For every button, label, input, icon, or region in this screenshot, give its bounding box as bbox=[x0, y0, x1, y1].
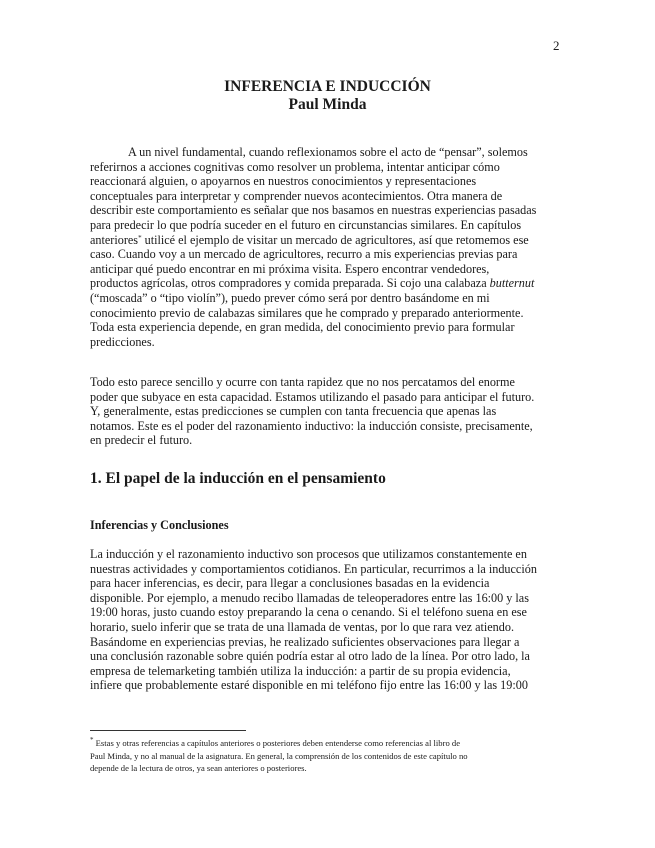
text-line: anticipar qué puedo encontrar en mi próxima visita. Espero encontrar vendedores, bbox=[90, 261, 490, 276]
text-line: para predecir lo que podría suceder en el futuro en circunstancias similares. En capítulos bbox=[90, 217, 522, 232]
footnote-marker[interactable]: * bbox=[138, 233, 142, 242]
paragraph-power bbox=[90, 375, 570, 448]
text-fragment: utilicé el ejemplo de visitar un mercado de agricultores, así que retomemos ese bbox=[144, 232, 529, 247]
text-line: una conclusión razonable sobre quién podría estar al otro lado de la línea. Por otro lado, la bbox=[90, 649, 530, 664]
subsection-heading: Inferencias y Conclusiones bbox=[90, 518, 229, 532]
text-line: referirnos a acciones cognitivas como resolver un problema, intentar anticipar cómo bbox=[90, 159, 500, 174]
text-line: disponible. Por ejemplo, a menudo recibo llamadas de teleoperadores entre las 16:00 y las bbox=[90, 590, 529, 605]
text-line: infiere que probablemente estaré disponible en mi teléfono fijo entre las 16:00 y las 19:00 bbox=[90, 678, 528, 693]
text-line: reaccionará alguien, o apoyarnos en nuestros conocimientos y representaciones bbox=[90, 174, 477, 189]
footnote-marker: * bbox=[90, 736, 94, 744]
text-line: Y, generalmente, estas predicciones se cumplen con tanta frecuencia que apenas las bbox=[90, 404, 497, 419]
text-fragment: Estas y otras referencias a capítulos anteriores o posteriores deben entenderse como referencias al libro de bbox=[95, 738, 461, 748]
text-line: Basándome en experiencias previas, he realizado suficientes observaciones para llegar a bbox=[90, 634, 520, 649]
text-fragment: anteriores bbox=[90, 232, 139, 247]
text-line: nuestras actividades y comportamientos cotidianos. En particular, recurrimos a la inducción bbox=[90, 561, 537, 576]
section-heading: 1. El papel de la inducción en el pensamiento bbox=[90, 470, 386, 487]
text-line: horario, suelo inferir que se trata de una llamada de ventas, por lo que rara vez atiendo. bbox=[90, 619, 515, 634]
footnote-line: Paul Minda, y no al manual de la asignatura. En general, la comprensión de los contenidos de este capítulo no bbox=[90, 750, 468, 761]
text-line: para hacer inferencias, es decir, para llegar a conclusiones basadas en la evidencia bbox=[90, 576, 490, 591]
text-line: describir este comportamiento es señalar que nos basamos en nuestras experiencias pasadas bbox=[90, 203, 537, 218]
text-line: La inducción y el razonamiento inductivo son procesos que utilizamos constantemente en bbox=[90, 547, 527, 561]
text-line: Todo esto parece sencillo y ocurre con tanta rapidez que no nos percatamos del enorme bbox=[90, 375, 515, 389]
text-line: caso. Cuando voy a un mercado de agricultores, recurro a mis experiencias previas para bbox=[90, 247, 518, 262]
footnote bbox=[90, 737, 570, 775]
text-line: conocimiento previo de calabazas similares que he comprado y preparado anteriormente. bbox=[90, 305, 524, 320]
text-fragment: productos agrícolas, otros compradores y comida preparada. Si cojo una calabaza bbox=[90, 276, 487, 291]
text-line: conceptuales para interpretar y comprender nuevos acontecimientos. Otra manera de bbox=[90, 188, 503, 203]
text-line: predicciones. bbox=[90, 334, 155, 349]
paragraph-inferences bbox=[90, 547, 570, 693]
text-line: Toda esta experiencia depende, en gran medida, del conocimiento previo para formular bbox=[90, 320, 515, 335]
author-name: Paul Minda bbox=[288, 96, 367, 113]
text-line: poder que subyace en esta capacidad. Estamos utilizando el pasado para anticipar el futuro. bbox=[90, 389, 535, 404]
text-line bbox=[90, 276, 570, 291]
italic-term: butternut bbox=[489, 276, 535, 291]
text-line: 19:00 horas, justo cuando estoy preparando la cena o cenando. Si el teléfono suena en ese bbox=[90, 605, 527, 620]
footnote-divider bbox=[90, 730, 246, 731]
text-line bbox=[90, 233, 570, 248]
title-heading: INFERENCIA E INDUCCIÓN bbox=[224, 78, 431, 95]
footnote-line bbox=[90, 737, 570, 750]
footnote-line: depende de la lectura de otros, ya sean anteriores o posteriores. bbox=[90, 763, 307, 774]
text-line: empresa de telemarketing también utiliza la inducción: a partir de su propia evidencia, bbox=[90, 663, 511, 678]
text-line: notamos. Este es el poder del razonamiento inductivo: la inducción consiste, precisamente, bbox=[90, 418, 533, 433]
text-line: A un nivel fundamental, cuando reflexionamos sobre el acto de “pensar”, solemos bbox=[128, 145, 528, 159]
paragraph-intro bbox=[90, 145, 570, 349]
text-line: (“moscada” o “tipo violín”), puedo prever cómo será por dentro basándome en mi bbox=[90, 290, 490, 305]
document-title bbox=[0, 78, 655, 114]
page-number: 2 bbox=[553, 38, 560, 53]
text-line: en predecir el futuro. bbox=[90, 433, 193, 448]
